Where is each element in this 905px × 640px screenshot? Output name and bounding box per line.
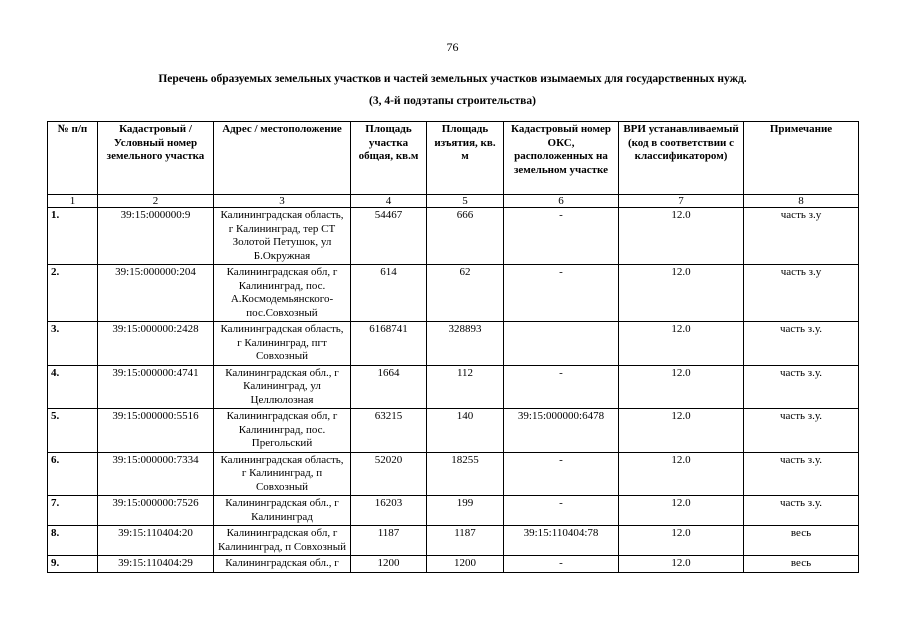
- vri-code-cell: 12.0: [619, 265, 744, 322]
- column-number: 8: [744, 195, 859, 208]
- total-area-cell: 54467: [351, 208, 427, 265]
- note-cell: часть з.у: [744, 265, 859, 322]
- oks-cadastral-number-cell: -: [504, 265, 619, 322]
- row-number-cell: 6.: [48, 452, 98, 496]
- vri-code-cell: 12.0: [619, 452, 744, 496]
- table-header-row: [48, 122, 859, 195]
- row-number-cell: 3.: [48, 322, 98, 366]
- column-number: 4: [351, 195, 427, 208]
- column-number: 3: [214, 195, 351, 208]
- column-number: 1: [48, 195, 98, 208]
- address-cell: Калининградская область, г Калининград, тер СТ Золотой Петушок, ул Б.Окружная: [214, 208, 351, 265]
- table-row: [48, 526, 859, 556]
- cadastral-number-cell: 39:15:000000:4741: [98, 365, 214, 409]
- note-cell: часть з.у: [744, 208, 859, 265]
- cadastral-number-cell: 39:15:000000:5516: [98, 409, 214, 453]
- row-number-cell: 2.: [48, 265, 98, 322]
- seized-area-cell: 328893: [427, 322, 504, 366]
- column-number: 2: [98, 195, 214, 208]
- seized-area-cell: 62: [427, 265, 504, 322]
- vri-code-cell: 12.0: [619, 365, 744, 409]
- seized-area-cell: 112: [427, 365, 504, 409]
- total-area-cell: 52020: [351, 452, 427, 496]
- column-header-cadastral: Кадастровый / Условный номер земельного участка: [98, 122, 214, 195]
- table-row: [48, 208, 859, 265]
- vri-code-cell: 12.0: [619, 322, 744, 366]
- oks-cadastral-number-cell: -: [504, 208, 619, 265]
- address-cell: Калининградская область, г Калининград, пгт Совхозный: [214, 322, 351, 366]
- oks-cadastral-number-cell: 39:15:000000:6478: [504, 409, 619, 453]
- column-header-vri: ВРИ устанавливаемый (код в соответствии с классификатором): [619, 122, 744, 195]
- row-number-cell: 9.: [48, 556, 98, 573]
- total-area-cell: 6168741: [351, 322, 427, 366]
- total-area-cell: 1200: [351, 556, 427, 573]
- address-cell: Калининградская обл, г Калининград, пос. А.Космодемьянского-пос.Совхозный: [214, 265, 351, 322]
- column-header-total-area: Площадь участка общая, кв.м: [351, 122, 427, 195]
- vri-code-cell: 12.0: [619, 208, 744, 265]
- column-header-seized-area: Площадь изъятия, кв. м: [427, 122, 504, 195]
- seized-area-cell: 140: [427, 409, 504, 453]
- address-cell: Калининградская обл, г Калининград, п Совхозный: [214, 526, 351, 556]
- note-cell: часть з.у.: [744, 409, 859, 453]
- note-cell: весь: [744, 556, 859, 573]
- oks-cadastral-number-cell: -: [504, 365, 619, 409]
- seized-area-cell: 199: [427, 496, 504, 526]
- column-number-row: [48, 195, 859, 208]
- table-row: [48, 365, 859, 409]
- vri-code-cell: 12.0: [619, 496, 744, 526]
- vri-code-cell: 12.0: [619, 409, 744, 453]
- note-cell: часть з.у.: [744, 452, 859, 496]
- column-number: 7: [619, 195, 744, 208]
- cadastral-number-cell: 39:15:000000:7526: [98, 496, 214, 526]
- cadastral-number-cell: 39:15:000000:2428: [98, 322, 214, 366]
- cadastral-number-cell: 39:15:110404:29: [98, 556, 214, 573]
- address-cell: Калининградская обл., г Калининград: [214, 496, 351, 526]
- oks-cadastral-number-cell: -: [504, 452, 619, 496]
- page-number: 76: [446, 40, 459, 54]
- total-area-cell: 1187: [351, 526, 427, 556]
- cadastral-number-cell: 39:15:000000:9: [98, 208, 214, 265]
- total-area-cell: 16203: [351, 496, 427, 526]
- table-row: [48, 452, 859, 496]
- seized-area-cell: 1200: [427, 556, 504, 573]
- note-cell: часть з.у.: [744, 365, 859, 409]
- table-row: [48, 265, 859, 322]
- seized-area-cell: 1187: [427, 526, 504, 556]
- document-title: Перечень образуемых земельных участков и частей земельных участков изымаемых для государственных нужд.: [158, 73, 747, 85]
- address-cell: Калининградская обл., г Калининград, ул Целлюлозная: [214, 365, 351, 409]
- column-number: 6: [504, 195, 619, 208]
- table-row: [48, 556, 859, 573]
- oks-cadastral-number-cell: -: [504, 496, 619, 526]
- land-plots-table: [47, 121, 859, 573]
- vri-code-cell: 12.0: [619, 526, 744, 556]
- total-area-cell: 63215: [351, 409, 427, 453]
- row-number-cell: 4.: [48, 365, 98, 409]
- address-cell: Калининградская обл., г: [214, 556, 351, 573]
- total-area-cell: 614: [351, 265, 427, 322]
- row-number-cell: 7.: [48, 496, 98, 526]
- column-header-note: Примечание: [744, 122, 859, 195]
- column-header-number: № п/п: [48, 122, 98, 195]
- table-row: [48, 322, 859, 366]
- row-number-cell: 1.: [48, 208, 98, 265]
- oks-cadastral-number-cell: 39:15:110404:78: [504, 526, 619, 556]
- vri-code-cell: 12.0: [619, 556, 744, 573]
- total-area-cell: 1664: [351, 365, 427, 409]
- table-row: [48, 409, 859, 453]
- oks-cadastral-number-cell: -: [504, 556, 619, 573]
- table-row: [48, 496, 859, 526]
- column-header-oks-number: Кадастровый номер ОКС, расположенных на земельном участке: [504, 122, 619, 195]
- column-header-address: Адрес / местоположение: [214, 122, 351, 195]
- document-subtitle: (3, 4-й подэтапы строительства): [369, 95, 536, 107]
- seized-area-cell: 666: [427, 208, 504, 265]
- seized-area-cell: 18255: [427, 452, 504, 496]
- row-number-cell: 8.: [48, 526, 98, 556]
- column-number: 5: [427, 195, 504, 208]
- note-cell: весь: [744, 526, 859, 556]
- cadastral-number-cell: 39:15:000000:204: [98, 265, 214, 322]
- cadastral-number-cell: 39:15:110404:20: [98, 526, 214, 556]
- cadastral-number-cell: 39:15:000000:7334: [98, 452, 214, 496]
- note-cell: часть з.у.: [744, 322, 859, 366]
- note-cell: часть з.у.: [744, 496, 859, 526]
- address-cell: Калининградская область, г Калининград, п Совхозный: [214, 452, 351, 496]
- address-cell: Калининградская обл, г Калининград, пос. Прегольский: [214, 409, 351, 453]
- row-number-cell: 5.: [48, 409, 98, 453]
- oks-cadastral-number-cell: [504, 322, 619, 366]
